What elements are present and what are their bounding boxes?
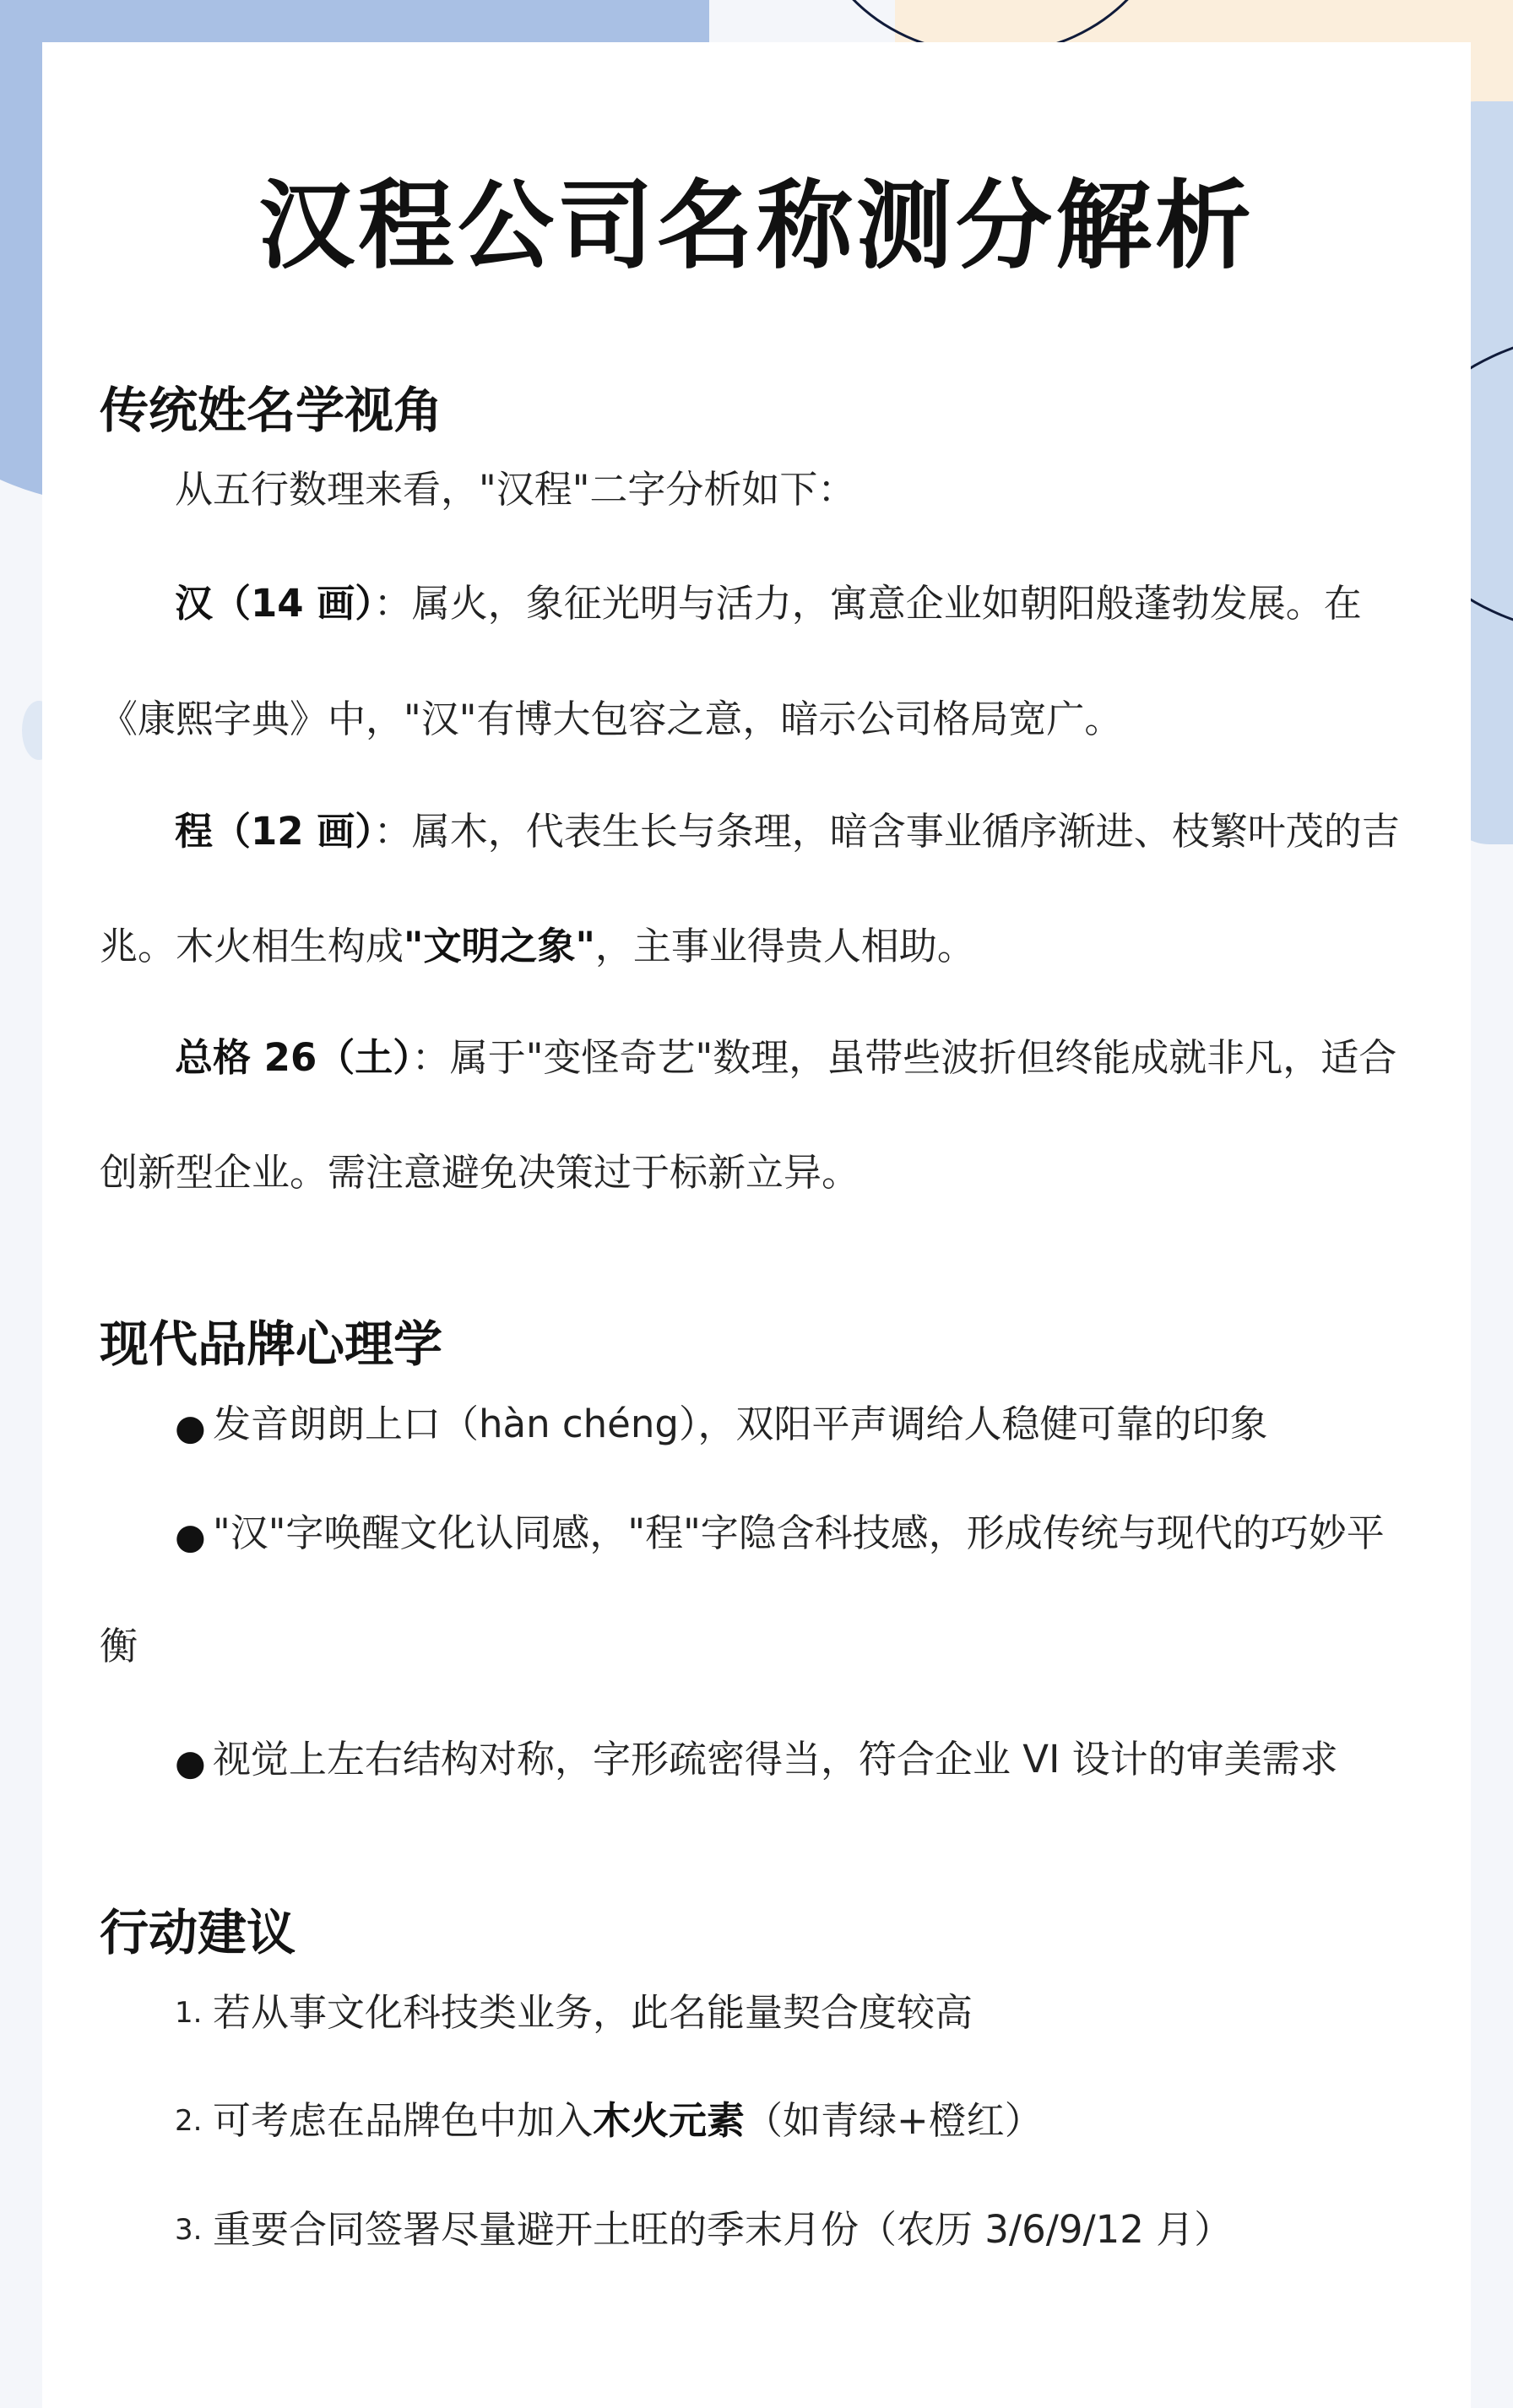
brand-point-1: 发音朗朗上口（hàn chéng），双阳平声调给人稳健可靠的印象 [213,1402,1268,1446]
bullet-dot: ● [175,1742,206,1783]
zongge-text1: ：属于"变怪奇艺"数理，虽带些波折但终能成就非凡，适合 [411,1035,1397,1080]
han-analysis-line1 [175,581,1362,626]
zongge-analysis-line2: 创新型企业。需注意避免决策过于标新立异。 [100,1150,860,1195]
traditional-intro: 从五行数理来看，"汉程"二字分析如下： [175,467,856,512]
bullet-dot: ● [175,1516,206,1557]
section-heading-traditional: 传统姓名学视角 [100,382,443,439]
brand-point-2-line1: "汉"字唤醒文化认同感，"程"字隐含科技感，形成传统与现代的巧妙平 [213,1510,1385,1555]
action-item-2-text-a: 可考虑在品牌色中加入 [213,2098,594,2143]
han-text1: ：属火，象征光明与活力，寓意企业如朝阳般蓬勃发展。在 [373,581,1362,626]
zongge-label: 总格 26（土） [175,1035,412,1080]
han-label: 汉（14 画） [175,581,374,626]
action-item-1: 若从事文化科技类业务，此名能量契合度较高 [213,1990,973,2035]
list-number: 1. [175,1996,203,2030]
action-item-2-text-c: （如青绿+橙红） [745,2098,1043,2143]
document-card [42,42,1471,2408]
han-analysis-line2: 《康熙字典》中，"汉"有博大包容之意，暗示公司格局宽广。 [100,697,1123,741]
action-item-2 [213,2098,1043,2144]
action-item-3: 重要合同签署尽量避开土旺的季末月份（农历 3/6/9/12 月） [213,2207,1233,2252]
cheng-text2a: 兆。木火相生构成 [100,924,404,968]
section-heading-action: 行动建议 [100,1904,296,1961]
list-number: 3. [175,2213,203,2247]
zongge-analysis-line1 [175,1035,1396,1081]
brand-point-3: 视觉上左右结构对称，字形疏密得当，符合企业 VI 设计的审美需求 [213,1737,1338,1782]
cheng-text2c: ，主事业得贵人相助。 [594,924,975,968]
cheng-label: 程（12 画） [175,809,374,854]
cheng-analysis-line2 [100,924,975,969]
brand-point-2-line2: 衡 [100,1624,138,1668]
mu-huo-highlight: 木火元素 [593,2098,746,2143]
bullet-dot: ● [175,1407,206,1448]
wenming-highlight: "文明之象" [404,924,595,968]
section-heading-brand: 现代品牌心理学 [100,1315,443,1373]
cheng-text1: ：属木，代表生长与条理，暗含事业循序渐进、枝繁叶茂的吉 [373,809,1400,854]
cheng-analysis-line1 [175,809,1400,854]
page-title: 汉程公司名称测分解析 [258,170,1255,282]
list-number: 2. [175,2104,203,2138]
